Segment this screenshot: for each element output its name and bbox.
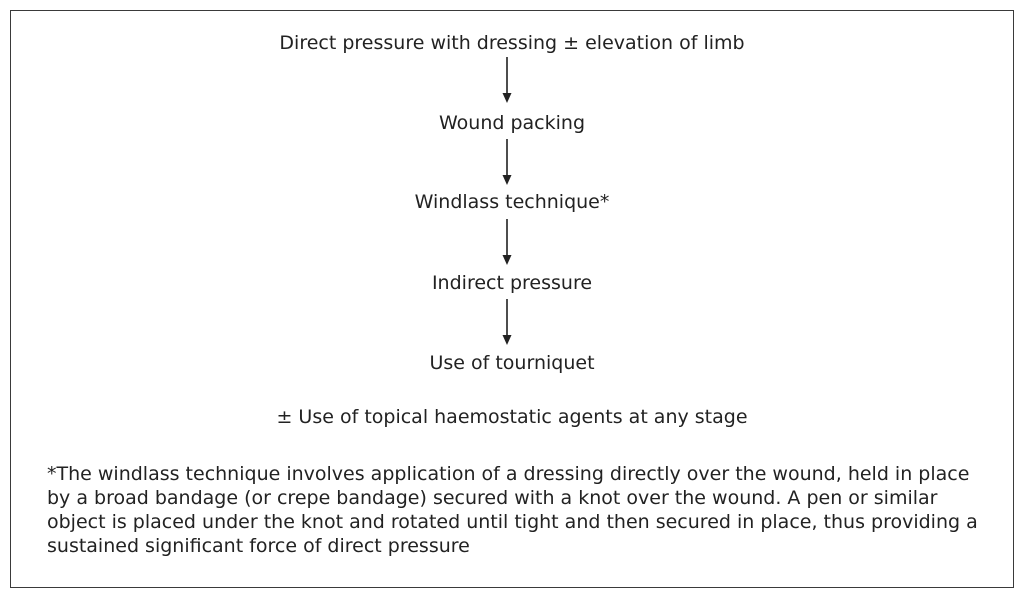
step-tourniquet: Use of tourniquet bbox=[429, 352, 595, 374]
step-windlass-technique: Windlass technique* bbox=[414, 191, 610, 213]
arrow-down-icon bbox=[501, 219, 513, 265]
arrow-down-icon bbox=[501, 57, 513, 103]
step-direct-pressure: Direct pressure with dressing ± elevation of limb bbox=[279, 32, 745, 54]
step-indirect-pressure: Indirect pressure bbox=[431, 272, 593, 294]
arrow-down-icon bbox=[501, 139, 513, 185]
step-wound-packing: Wound packing bbox=[438, 112, 586, 134]
arrow-down-icon bbox=[501, 299, 513, 345]
adjunct-note: ± Use of topical haemostatic agents at any stage bbox=[276, 406, 748, 428]
arrow-down-4 bbox=[501, 299, 513, 345]
arrow-down-3 bbox=[501, 219, 513, 265]
windlass-footnote: *The windlass technique involves application of a dressing directly over the wound, held in place by a broad bandage (or crepe bandage) secured with a knot over the wound. A pen or similar object is placed under the knot and rotated until tight and then secured in place, thus providing a sustained significant force of direct pressure bbox=[47, 463, 978, 557]
arrow-down-1 bbox=[501, 57, 513, 103]
arrow-down-2 bbox=[501, 139, 513, 185]
